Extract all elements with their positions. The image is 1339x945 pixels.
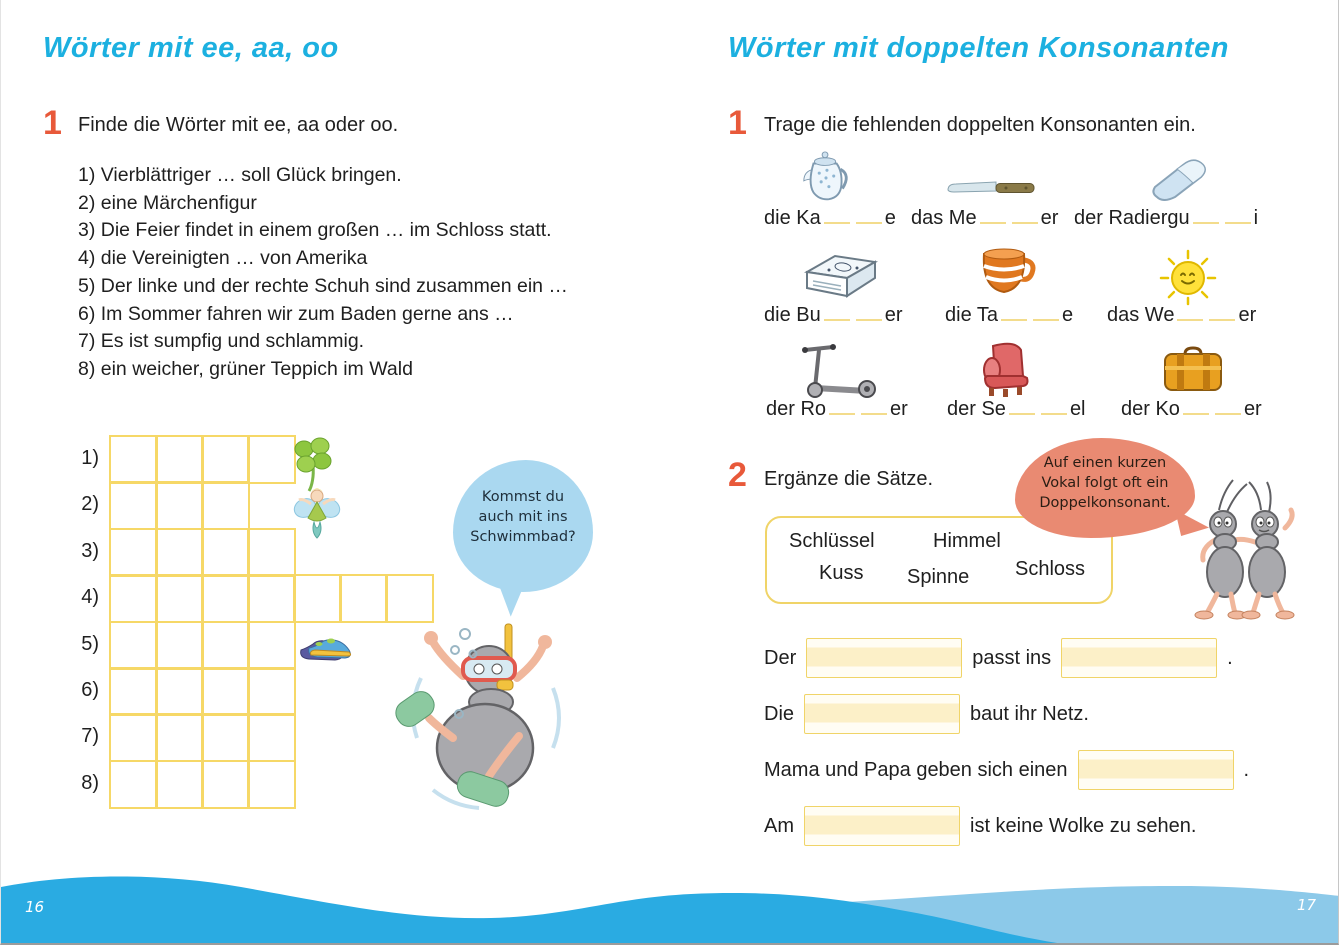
word-bank-item: Spinne xyxy=(907,566,970,588)
blank-line xyxy=(1009,398,1035,415)
blank-line xyxy=(1001,304,1027,321)
grid-row-label: 4) xyxy=(81,586,99,608)
fill-item xyxy=(945,300,1073,330)
blank-line xyxy=(829,398,855,415)
sentence-row xyxy=(764,748,1249,792)
sentence-text: . xyxy=(1243,758,1250,781)
blank-line xyxy=(1193,207,1219,224)
right-exercise1-number: 1 xyxy=(728,104,747,142)
bubble-text-line: Schwimmbad? xyxy=(470,529,576,545)
two-ants-icon xyxy=(1189,468,1304,628)
fill-before: das Me xyxy=(911,207,977,229)
word-bank-item: Kuss xyxy=(819,562,864,584)
left-exercise1-number: 1 xyxy=(43,104,62,142)
bubble-text-line: Kommst du xyxy=(481,489,565,505)
fill-after: e xyxy=(884,207,896,229)
blank-line xyxy=(824,304,850,321)
footer-waves xyxy=(1,849,1339,945)
word-bank-item: Schlüssel xyxy=(789,530,875,552)
clue-item: 3) Die Feier findet in einem großen … im Schloss statt. xyxy=(78,219,552,242)
answer-box xyxy=(804,694,960,734)
blank-line xyxy=(980,207,1006,224)
word-bank-item: Himmel xyxy=(933,530,1001,552)
sentence-text: . xyxy=(1227,646,1233,669)
bubble-text-line: Doppelkonsonant. xyxy=(1039,495,1171,511)
blank-line xyxy=(1225,207,1251,224)
fill-item xyxy=(766,394,908,424)
fill-before: die Ka xyxy=(764,207,821,229)
grid-row-label: 6) xyxy=(81,679,99,701)
fill-item xyxy=(764,203,896,233)
fill-after: er xyxy=(1040,207,1059,229)
knife-icon xyxy=(946,178,1038,205)
clue-item: 2) eine Märchenfigur xyxy=(78,191,257,214)
fill-after: e xyxy=(1062,304,1074,326)
blank-line xyxy=(1033,304,1059,321)
clue-item: 8) ein weicher, grüner Teppich im Wald xyxy=(78,357,413,380)
sentence-text: ist keine Wolke zu sehen. xyxy=(970,814,1197,837)
blank-line xyxy=(1215,398,1241,415)
clue-item: 7) Es ist sumpfig und schlammig. xyxy=(78,330,365,353)
right-exercise1-prompt: Trage die fehlenden doppelten Konsonanten ein. xyxy=(764,114,1196,136)
fill-before: die Bu xyxy=(764,304,821,326)
blank-line xyxy=(1183,398,1209,415)
left-exercise1-prompt: Finde die Wörter mit ee, aa oder oo. xyxy=(78,114,399,136)
answer-box xyxy=(804,806,960,846)
bubble-text-line: auch mit ins xyxy=(478,509,568,525)
grid-row-label: 1) xyxy=(81,447,99,469)
sentence-text: Die xyxy=(764,702,795,725)
fill-after: el xyxy=(1069,398,1086,420)
blank-line xyxy=(824,207,850,224)
bubble-text-line: Vokal folgt oft ein xyxy=(1041,475,1169,491)
clue-item: 4) die Vereinigten … von Amerika xyxy=(78,247,368,270)
blank-line xyxy=(861,398,887,415)
blank-line xyxy=(856,207,882,224)
grid-row-label: 2) xyxy=(81,493,99,515)
sentence-text: Der xyxy=(764,646,797,669)
answer-box xyxy=(1061,638,1217,678)
fill-after: er xyxy=(1238,304,1257,326)
sentence-row xyxy=(764,636,1233,680)
grid-row-label: 7) xyxy=(81,725,99,747)
fill-before: der Se xyxy=(947,398,1006,420)
clue-item: 1) Vierblättriger … soll Glück bringen. xyxy=(78,164,402,186)
word-bank-item: Schloss xyxy=(1015,558,1086,580)
blank-line xyxy=(1012,207,1038,224)
teapot-icon xyxy=(799,150,853,209)
clue-item: 6) Im Sommer fahren wir zum Baden gerne ans … xyxy=(78,302,514,325)
sentence-text: baut ihr Netz. xyxy=(970,702,1089,725)
sentence-row xyxy=(764,692,1089,736)
sentence-row xyxy=(764,804,1196,848)
fill-item xyxy=(911,203,1058,233)
fill-before: das We xyxy=(1107,304,1175,326)
grid-row-label: 3) xyxy=(81,540,99,562)
sentence-text: Mama und Papa geben sich einen xyxy=(764,758,1068,781)
fill-before: der Radiergu xyxy=(1074,207,1190,229)
fill-item xyxy=(1107,300,1256,330)
sentence-text: Am xyxy=(764,814,794,837)
right-page xyxy=(1,0,1338,943)
eraser-icon xyxy=(1149,155,1211,206)
fill-item xyxy=(1074,203,1258,233)
clue-item: 5) Der linke und der rechte Schuh sind zusammen ein … xyxy=(78,274,568,297)
fill-item xyxy=(764,300,903,330)
fill-after: i xyxy=(1253,207,1259,229)
left-page-title: Wörter mit ee, aa, oo xyxy=(43,32,339,64)
speech-bubble-rule xyxy=(1015,438,1195,538)
right-page-number: 17 xyxy=(1297,896,1317,914)
fill-before: die Ta xyxy=(945,304,999,326)
answer-box xyxy=(806,638,962,678)
right-exercise2-prompt: Ergänze die Sätze. xyxy=(764,468,933,490)
grid-row-label: 5) xyxy=(81,633,99,655)
fill-after: er xyxy=(1243,398,1262,420)
fill-item xyxy=(1121,394,1262,424)
sentence-text: passt ins xyxy=(972,646,1052,669)
bubble-text-line: Auf einen kurzen xyxy=(1043,455,1167,471)
fill-before: der Ko xyxy=(1121,398,1180,420)
fill-item xyxy=(947,394,1086,424)
right-exercise2-number: 2 xyxy=(728,456,747,494)
blank-line xyxy=(856,304,882,321)
cup-icon xyxy=(976,246,1038,305)
blank-line xyxy=(1041,398,1067,415)
blank-line xyxy=(1209,304,1235,321)
blank-line xyxy=(1177,304,1203,321)
butter-icon xyxy=(801,248,881,305)
fill-before: der Ro xyxy=(766,398,827,420)
suitcase-icon xyxy=(1161,344,1225,401)
answer-box xyxy=(1078,750,1234,790)
left-page-number: 16 xyxy=(25,898,45,916)
fill-after: er xyxy=(884,304,903,326)
grid-row-label: 8) xyxy=(81,772,99,794)
fill-after: er xyxy=(890,398,908,420)
right-page-title: Wörter mit doppelten Konsonanten xyxy=(728,32,1229,64)
